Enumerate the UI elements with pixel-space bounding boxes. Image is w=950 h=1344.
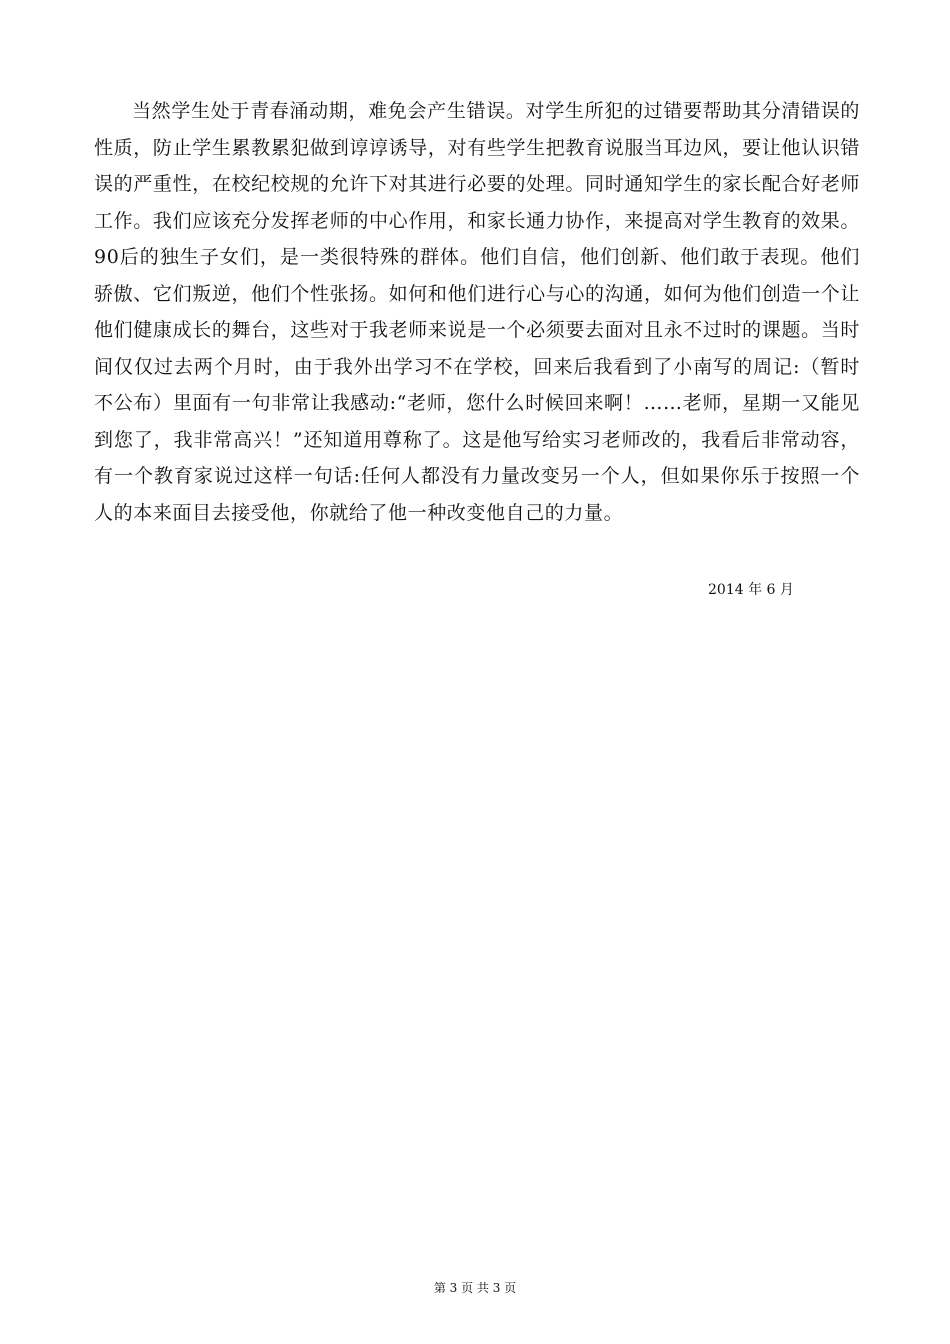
- document-date: 2014 年 6 月: [708, 582, 794, 598]
- page-footer: 第 3 页 共 3 页: [433, 1281, 517, 1295]
- body-paragraph: 当然学生处于青春涌动期，难免会产生错误。对学生所犯的过错要帮助其分清错误的性质，防止学生累教累犯做到谆谆诱导，对有些学生把教育说服当耳边风，要让他认识错误的严重性，在校纪校规的允许下对其进行必要的处理。同时通知学生的家长配合好老师工作。我们应该充分发挥老师的中心作用，和家长通力协作，来提高对学生教育的效果。90后的独生子女们，是一类很特殊的群体。他们自信，他们创新、他们敢于表现。他们骄傲、它们叛逆，他们个性张扬。如何和他们进行心与心的沟通，如何为他们创造一个让他们健康成长的舞台，这些对于我老师来说是一个必须要去面对且永不过时的课题。当时间仅仅过去两个月时，由于我外出学习不在学校，回来后我看到了小南写的周记:（暂时不公布）里面有一句非常让我感动:“老师，您什么时候回来啊！……老师，星期一又能见到您了，我非常高兴！”还知道用尊称了。这是他写给实习老师改的，我看后非常动容，有一个教育家说过这样一句话:任何人都没有力量改变另一个人，但如果你乐于按照一个人的本来面目去接受他，你就给了他一种改变他自己的力量。: [94, 100, 860, 524]
